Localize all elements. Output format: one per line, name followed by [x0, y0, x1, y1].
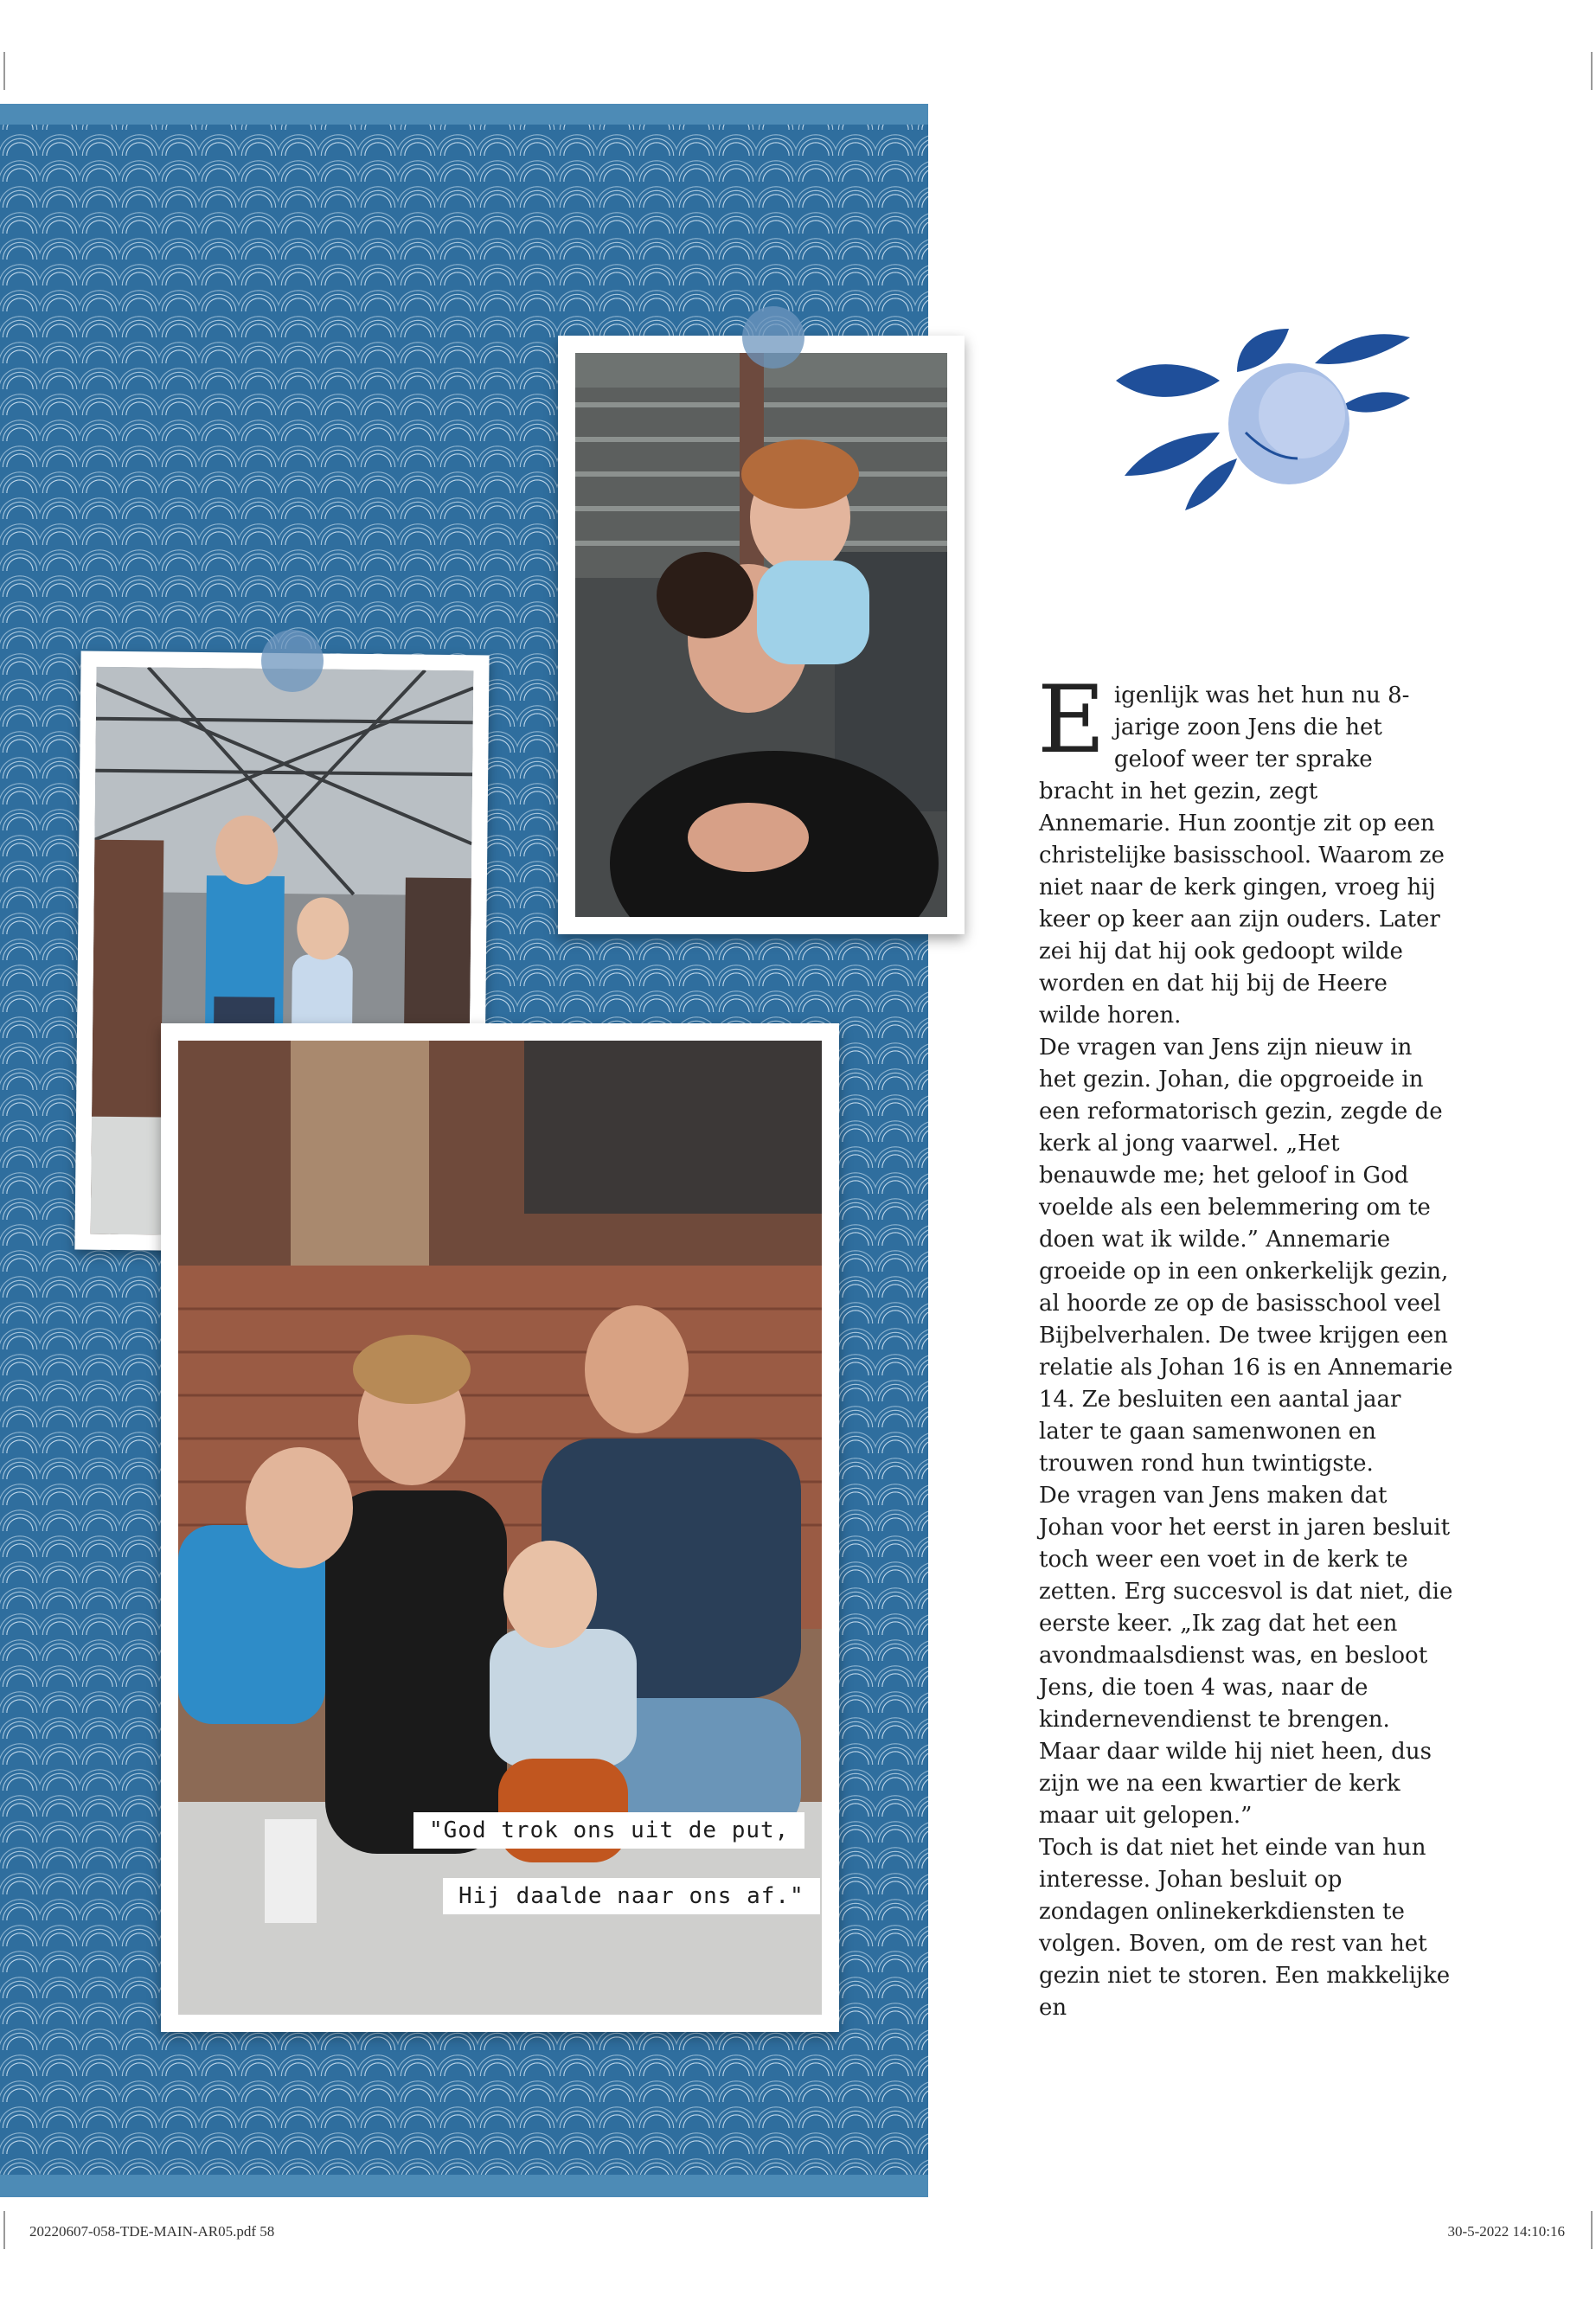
crop-mark-top-right	[1591, 52, 1593, 90]
quote-line-1: "God trok ons uit de put,	[413, 1812, 804, 1849]
pin-left	[261, 630, 324, 692]
article-paragraph-1: igenlijk was het hun nu 8-jarige zoon Jens die het geloof weer ter sprake bracht in het gezin, zegt Annemarie. Hun zoontje zit op een christelijke basisschool. Waarom ze niet naar de kerk gingen, vroeg hij keer op keer aan zijn ouders. Later zei hij dat hij ook gedoopt wilde worden en dat hij bij de Heere wilde horen.	[1039, 683, 1445, 1029]
article-body	[1037, 666, 1454, 2024]
crop-mark-bottom-left	[3, 2211, 5, 2249]
article-paragraph-3: De vragen van Jens maken dat Johan voor het eerst in jaren besluit toch weer een voet in de kerk te zetten. Erg succesvol is dat niet, die eerste keer. „Ik zag dat het een avondmaalsdienst was, en besloot Jens, die toen 4 was, naar de kindernevendienst te brengen. Maar daar wilde hij niet heen, dus zijn we na een kwartier de kerk maar uit gelopen.”	[1039, 1483, 1453, 1829]
photo-mother-daughter-frame	[558, 336, 965, 934]
drop-cap: E	[1037, 666, 1106, 774]
footer-file-info: 20220607-058-TDE-MAIN-AR05.pdf 58	[29, 2223, 275, 2240]
crop-mark-bottom-right	[1591, 2211, 1593, 2249]
footer-timestamp: 30-5-2022 14:10:16	[1447, 2223, 1565, 2240]
quote-line-2: Hij daalde naar ons af."	[443, 1878, 820, 1914]
panel-top-band	[0, 104, 928, 125]
crop-mark-top-left	[3, 52, 5, 90]
article-paragraph-4: Toch is dat niet het einde van hun interesse. Johan besluit op zondagen onlinekerkdiensten te volgen. Boven, om de rest van het gezin niet te storen. Een makkelijke en	[1039, 1835, 1451, 2021]
pin-top	[742, 306, 804, 369]
article-paragraph-2: De vragen van Jens zijn nieuw in het gezin. Johan, die opgroeide in een reformatorisch gezin, zegde de kerk al jong vaarwel. „Het benauwde me; het geloof in God voelde als een belemmering om te doen wat ik wilde.” Annemarie groeide op in een onkerkelijk gezin, al hoorde ze op de basisschool veel Bijbelverhalen. De twee krijgen een relatie als Johan 16 is en Annemarie 14. Ze besluiten een aantal jaar later te gaan samenwonen en trouwen rond hun twintigste.	[1039, 1035, 1453, 1477]
blue-fruit-ornament-icon	[1116, 329, 1419, 510]
panel-bottom-band	[0, 2175, 928, 2197]
photo-family	[178, 1041, 822, 2015]
photo-mother-daughter	[575, 353, 947, 917]
